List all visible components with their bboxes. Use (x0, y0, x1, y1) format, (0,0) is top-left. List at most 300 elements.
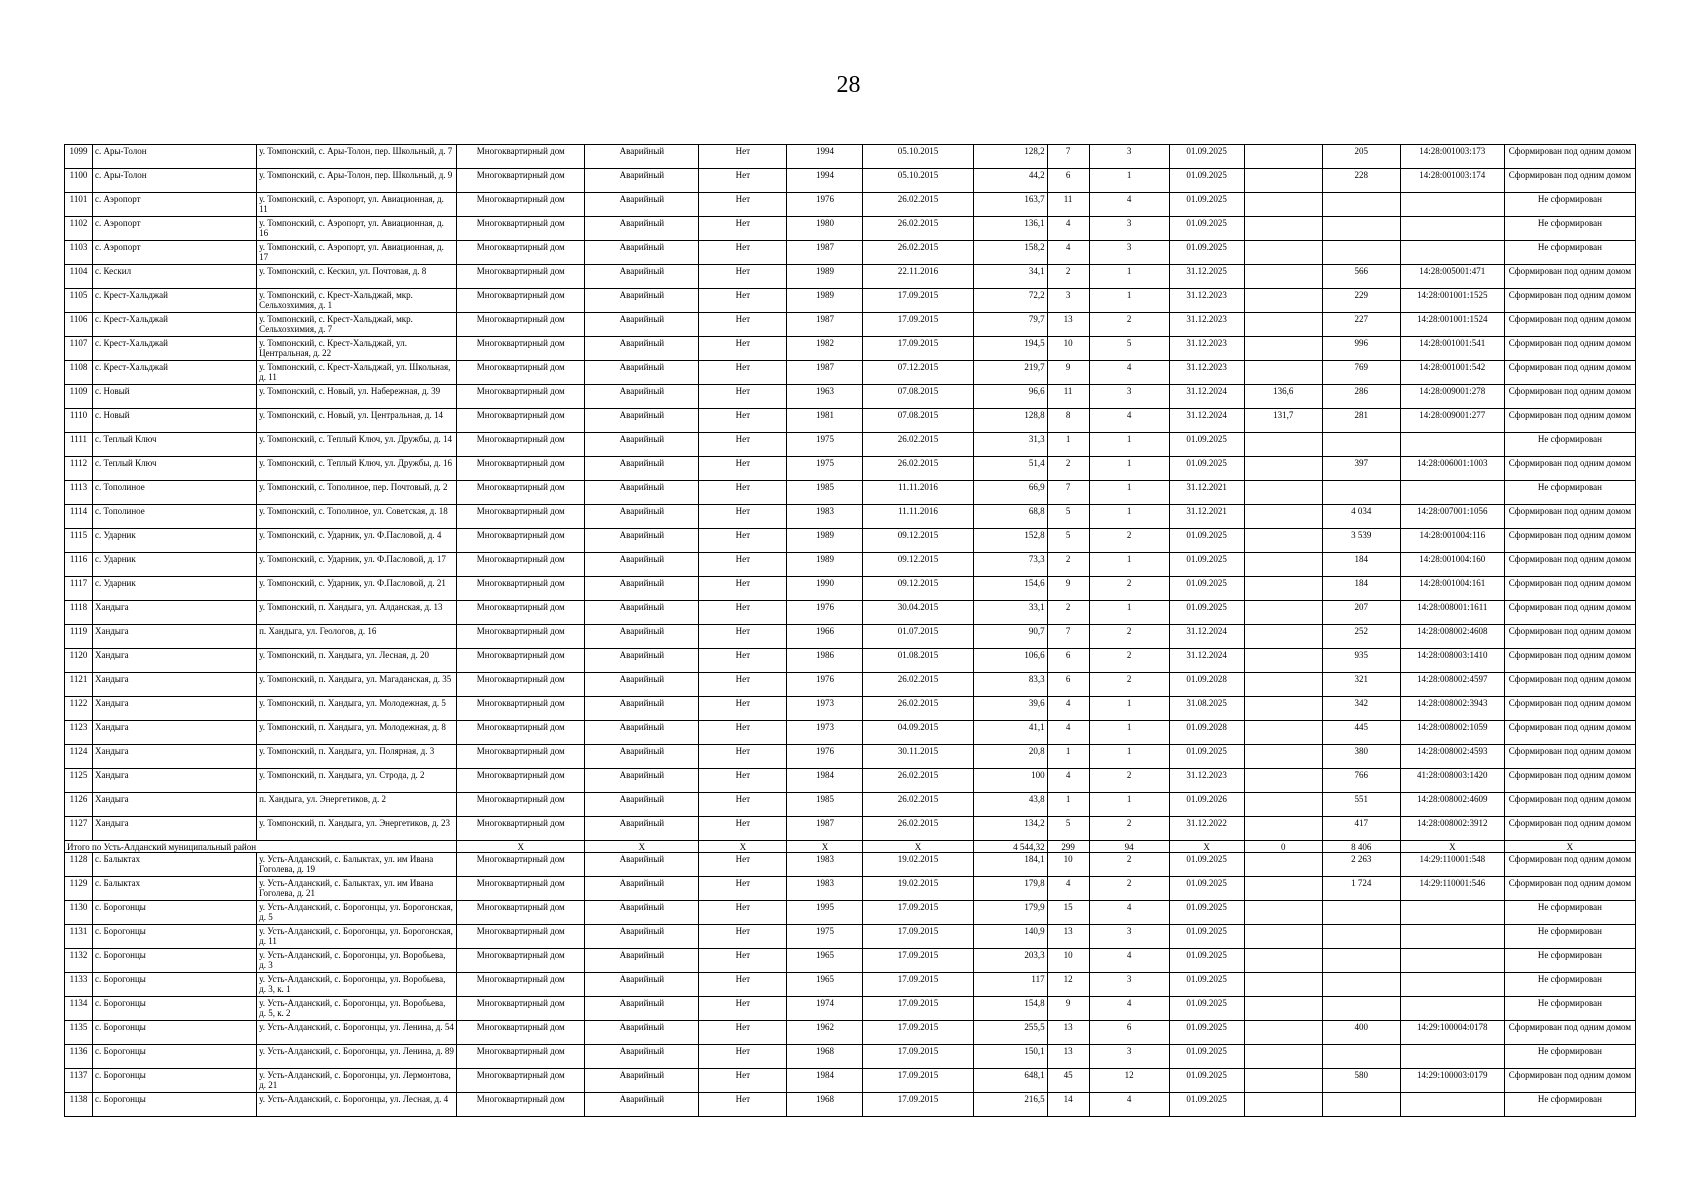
cell-recognition-date: 26.02.2015 (863, 673, 973, 697)
cell-building-status: Аварийный (585, 649, 699, 673)
cell-recognition-date: 17.09.2015 (863, 901, 973, 925)
cell-count-1: 13 (1047, 1045, 1089, 1069)
cell-settlement: с. Борогонцы (93, 1093, 257, 1117)
cell-settlement: с. Ударник (93, 577, 257, 601)
cell-extra-2: 286 (1322, 385, 1400, 409)
cell-due-date: 31.12.2024 (1169, 625, 1244, 649)
cell-flag: Нет (699, 745, 787, 769)
cell-recognition-date: 04.09.2015 (863, 721, 973, 745)
cell-building-type: Многоквартирный дом (457, 817, 585, 841)
cell-extra-2 (1322, 433, 1400, 457)
cell-flag: Нет (699, 601, 787, 625)
cell-cadastral-number (1400, 193, 1504, 217)
cell-building-type: Многоквартирный дом (457, 877, 585, 901)
cell-area: 184,1 (973, 853, 1047, 877)
cell-address: у. Томпонский, с. Крест-Хальджай, ул. Центральная, д. 22 (257, 337, 457, 361)
cell-count-1: 7 (1047, 625, 1089, 649)
cell-count-1: 4 (1047, 217, 1089, 241)
cell-count-1: 9 (1047, 361, 1089, 385)
cell-flag: Нет (699, 385, 787, 409)
cell-cadastral-number (1400, 433, 1504, 457)
cell-extra-1 (1244, 817, 1322, 841)
cell-land-status: Не сформирован (1504, 481, 1635, 505)
cell-building-type: Многоквартирный дом (457, 337, 585, 361)
cell-count-2: 1 (1089, 481, 1169, 505)
cell-cadastral-number: 41:28:008003:1420 (1400, 769, 1504, 793)
cell-count-2: 5 (1089, 337, 1169, 361)
cell-extra-2: 1 724 (1322, 877, 1400, 901)
cell-count-1: 11 (1047, 385, 1089, 409)
cell-recognition-date: 05.10.2015 (863, 145, 973, 169)
cell-area: 73,3 (973, 553, 1047, 577)
cell-building-type: Многоквартирный дом (457, 145, 585, 169)
cell-area: 128,8 (973, 409, 1047, 433)
cell-address: у. Томпонский, с. Крест-Хальджай, мкр. Сельхозхимия, д. 7 (257, 313, 457, 337)
cell-building-status: Аварийный (585, 241, 699, 265)
cell-build-year: 1987 (787, 817, 863, 841)
cell-row-number: 1105 (65, 289, 93, 313)
cell-recognition-date: 30.04.2015 (863, 601, 973, 625)
cell-address: у. Томпонский, п. Хандыга, ул. Алданская, д. 13 (257, 601, 457, 625)
cell-settlement: Хандыга (93, 697, 257, 721)
cell-extra-1 (1244, 1045, 1322, 1069)
cell-land-status: Сформирован под одним домом (1504, 817, 1635, 841)
cell-count-2: 1 (1089, 505, 1169, 529)
cell-building-status: Аварийный (585, 1069, 699, 1093)
cell-area: 117 (973, 973, 1047, 997)
cell-extra-2: 229 (1322, 289, 1400, 313)
table-row (65, 529, 1636, 553)
cell-extra-2 (1322, 193, 1400, 217)
table-row (65, 949, 1636, 973)
cell-area: 648,1 (973, 1069, 1047, 1093)
cell-extra-1 (1244, 169, 1322, 193)
cell-extra-1 (1244, 901, 1322, 925)
cell-count-2: 2 (1089, 853, 1169, 877)
cell-due-date: 31.12.2021 (1169, 481, 1244, 505)
cell-due-date: 31.12.2023 (1169, 313, 1244, 337)
cell-building-type: Многоквартирный дом (457, 697, 585, 721)
cell-count-1: 1 (1047, 433, 1089, 457)
cell-recognition-date: 09.12.2015 (863, 553, 973, 577)
cell-building-status: Аварийный (585, 1045, 699, 1069)
cell-building-type: Многоквартирный дом (457, 1093, 585, 1117)
cell-count-1: 3 (1047, 289, 1089, 313)
cell-settlement: с. Ударник (93, 553, 257, 577)
cell-row-number: 1111 (65, 433, 93, 457)
cell-build-year: 1989 (787, 553, 863, 577)
cell-building-status: Аварийный (585, 817, 699, 841)
cell-settlement: с. Тополиное (93, 505, 257, 529)
table-row (65, 973, 1636, 997)
cell-extra-2: 580 (1322, 1069, 1400, 1093)
cell-row-number: 1128 (65, 853, 93, 877)
cell-count-1: 2 (1047, 601, 1089, 625)
table-row (65, 241, 1636, 265)
cell-building-status: Аварийный (585, 457, 699, 481)
cell-count-2: 2 (1089, 769, 1169, 793)
cell-due-date: 31.12.2024 (1169, 409, 1244, 433)
cell-extra-2: 766 (1322, 769, 1400, 793)
table-row (65, 145, 1636, 169)
cell-land-status: Сформирован под одним домом (1504, 505, 1635, 529)
cell-build-year: 1966 (787, 625, 863, 649)
cell-build-year: 1984 (787, 1069, 863, 1093)
cell-cadastral-number (1400, 1045, 1504, 1069)
cell-cadastral-number (1400, 217, 1504, 241)
cell-building-status: Аварийный (585, 949, 699, 973)
cell-building-type: Многоквартирный дом (457, 385, 585, 409)
cell-land-status: Сформирован под одним домом (1504, 649, 1635, 673)
cell-settlement: Хандыга (93, 769, 257, 793)
cell-extra-1: 131,7 (1244, 409, 1322, 433)
cell-area: 219,7 (973, 361, 1047, 385)
cell-cadastral-number: 14:28:001001:1525 (1400, 289, 1504, 313)
cell-recognition-date: 07.12.2015 (863, 361, 973, 385)
cell-settlement: с. Аэропорт (93, 193, 257, 217)
cell-count-2: 6 (1089, 1021, 1169, 1045)
cell-building-status: Аварийный (585, 169, 699, 193)
cell-recognition-date: 17.09.2015 (863, 1093, 973, 1117)
cell-count-1: 1 (1047, 793, 1089, 817)
cell-settlement: Хандыга (93, 673, 257, 697)
cell-extra-1 (1244, 217, 1322, 241)
cell-build-year: 1975 (787, 457, 863, 481)
cell-recognition-date: 17.09.2015 (863, 925, 973, 949)
cell-settlement: с. Борогонцы (93, 1021, 257, 1045)
cell-cadastral-number: 14:28:005001:471 (1400, 265, 1504, 289)
cell-count-1: 10 (1047, 337, 1089, 361)
cell-building-status: Аварийный (585, 697, 699, 721)
cell-area: 33,1 (973, 601, 1047, 625)
cell-count-1: 5 (1047, 505, 1089, 529)
cell-recognition-date: 17.09.2015 (863, 1045, 973, 1069)
cell-settlement: с. Ударник (93, 529, 257, 553)
cell-count-1: 15 (1047, 901, 1089, 925)
cell-row-number: 1129 (65, 877, 93, 901)
cell-count-2: 3 (1089, 973, 1169, 997)
cell-due-date: 01.09.2025 (1169, 217, 1244, 241)
cell-flag: Нет (699, 997, 787, 1021)
cell-build-year: 1994 (787, 169, 863, 193)
cell-flag: Нет (699, 1021, 787, 1045)
cell-due-date: 31.12.2021 (1169, 505, 1244, 529)
cell-building-type: Многоквартирный дом (457, 265, 585, 289)
table-row (65, 457, 1636, 481)
cell-extra-1 (1244, 625, 1322, 649)
cell-count-2: 4 (1089, 361, 1169, 385)
cell-row-number: 1120 (65, 649, 93, 673)
total-cadastral: X (1400, 841, 1504, 853)
cell-recognition-date: 17.09.2015 (863, 313, 973, 337)
cell-land-status: Сформирован под одним домом (1504, 361, 1635, 385)
cell-row-number: 1136 (65, 1045, 93, 1069)
cell-extra-2 (1322, 901, 1400, 925)
cell-land-status: Не сформирован (1504, 949, 1635, 973)
cell-flag: Нет (699, 433, 787, 457)
housing-registry-table (64, 144, 1636, 1117)
cell-flag: Нет (699, 265, 787, 289)
cell-build-year: 1976 (787, 745, 863, 769)
cell-build-year: 1980 (787, 217, 863, 241)
cell-count-2: 1 (1089, 553, 1169, 577)
cell-build-year: 1976 (787, 193, 863, 217)
cell-build-year: 1975 (787, 925, 863, 949)
cell-settlement: с. Ары-Толон (93, 145, 257, 169)
cell-due-date: 01.09.2025 (1169, 901, 1244, 925)
cell-row-number: 1124 (65, 745, 93, 769)
cell-row-number: 1133 (65, 973, 93, 997)
cell-build-year: 1995 (787, 901, 863, 925)
cell-extra-1 (1244, 949, 1322, 973)
total-due: X (1169, 841, 1244, 853)
table-row (65, 193, 1636, 217)
cell-address: у. Томпонский, п. Хандыга, ул. Молодежная, д. 5 (257, 697, 457, 721)
cell-address: у. Усть-Алданский, с. Борогонцы, ул. Ленина, д. 54 (257, 1021, 457, 1045)
cell-area: 72,2 (973, 289, 1047, 313)
table-row (65, 409, 1636, 433)
cell-land-status: Сформирован под одним домом (1504, 697, 1635, 721)
cell-count-1: 4 (1047, 241, 1089, 265)
cell-building-status: Аварийный (585, 877, 699, 901)
cell-cadastral-number: 14:29:110001:548 (1400, 853, 1504, 877)
cell-build-year: 1984 (787, 769, 863, 793)
cell-address: у. Томпонский, п. Хандыга, ул. Энергетиков, д. 23 (257, 817, 457, 841)
cell-flag: Нет (699, 721, 787, 745)
cell-flag: Нет (699, 577, 787, 601)
cell-area: 79,7 (973, 313, 1047, 337)
cell-building-status: Аварийный (585, 601, 699, 625)
cell-building-status: Аварийный (585, 529, 699, 553)
cell-building-type: Многоквартирный дом (457, 457, 585, 481)
cell-count-2: 4 (1089, 997, 1169, 1021)
cell-land-status: Сформирован под одним домом (1504, 457, 1635, 481)
cell-extra-1 (1244, 997, 1322, 1021)
cell-area: 51,4 (973, 457, 1047, 481)
cell-recognition-date: 17.09.2015 (863, 949, 973, 973)
cell-building-status: Аварийный (585, 481, 699, 505)
cell-building-type: Многоквартирный дом (457, 409, 585, 433)
cell-flag: Нет (699, 697, 787, 721)
cell-extra-2: 281 (1322, 409, 1400, 433)
cell-cadastral-number: 14:28:007001:1056 (1400, 505, 1504, 529)
cell-building-status: Аварийный (585, 901, 699, 925)
cell-land-status: Не сформирован (1504, 997, 1635, 1021)
cell-row-number: 1134 (65, 997, 93, 1021)
cell-extra-1 (1244, 649, 1322, 673)
cell-extra-1 (1244, 505, 1322, 529)
cell-building-status: Аварийный (585, 577, 699, 601)
cell-build-year: 1965 (787, 949, 863, 973)
cell-flag: Нет (699, 241, 787, 265)
cell-due-date: 01.09.2026 (1169, 793, 1244, 817)
cell-due-date: 01.09.2025 (1169, 457, 1244, 481)
cell-flag: Нет (699, 769, 787, 793)
cell-flag: Нет (699, 793, 787, 817)
cell-building-status: Аварийный (585, 1021, 699, 1045)
cell-build-year: 1982 (787, 337, 863, 361)
cell-count-2: 2 (1089, 673, 1169, 697)
cell-building-type: Многоквартирный дом (457, 193, 585, 217)
cell-extra-1 (1244, 337, 1322, 361)
cell-address: у. Томпонский, с. Ары-Толон, пер. Школьный, д. 7 (257, 145, 457, 169)
cell-building-type: Многоквартирный дом (457, 553, 585, 577)
cell-extra-1 (1244, 1093, 1322, 1117)
cell-row-number: 1131 (65, 925, 93, 949)
cell-flag: Нет (699, 145, 787, 169)
cell-extra-2: 397 (1322, 457, 1400, 481)
table-row (65, 313, 1636, 337)
cell-row-number: 1116 (65, 553, 93, 577)
cell-build-year: 1974 (787, 997, 863, 1021)
cell-building-status: Аварийный (585, 433, 699, 457)
cell-due-date: 01.09.2028 (1169, 673, 1244, 697)
cell-recognition-date: 11.11.2016 (863, 481, 973, 505)
cell-extra-1 (1244, 313, 1322, 337)
cell-recognition-date: 17.09.2015 (863, 337, 973, 361)
cell-settlement: с. Балыктах (93, 853, 257, 877)
cell-flag: Нет (699, 817, 787, 841)
cell-address: у. Усть-Алданский, с. Борогонцы, ул. Ленина, д. 89 (257, 1045, 457, 1069)
cell-extra-2: 4 034 (1322, 505, 1400, 529)
cell-building-type: Многоквартирный дом (457, 1021, 585, 1045)
table-row (65, 433, 1636, 457)
cell-cadastral-number: 14:28:001001:541 (1400, 337, 1504, 361)
cell-extra-2: 996 (1322, 337, 1400, 361)
total-count-2: 94 (1089, 841, 1169, 853)
cell-flag: Нет (699, 217, 787, 241)
cell-extra-1 (1244, 673, 1322, 697)
cell-count-2: 2 (1089, 625, 1169, 649)
cell-building-type: Многоквартирный дом (457, 505, 585, 529)
table-row (65, 745, 1636, 769)
cell-settlement: с. Крест-Хальджай (93, 361, 257, 385)
cell-building-status: Аварийный (585, 313, 699, 337)
cell-address: у. Томпонский, с. Новый, ул. Центральная, д. 14 (257, 409, 457, 433)
cell-due-date: 01.09.2025 (1169, 529, 1244, 553)
cell-extra-2 (1322, 1045, 1400, 1069)
total-extra-1: 0 (1244, 841, 1322, 853)
cell-extra-2 (1322, 925, 1400, 949)
cell-count-1: 9 (1047, 577, 1089, 601)
cell-count-1: 14 (1047, 1093, 1089, 1117)
cell-due-date: 01.09.2025 (1169, 853, 1244, 877)
table-row (65, 1045, 1636, 1069)
cell-row-number: 1117 (65, 577, 93, 601)
cell-area: 20,8 (973, 745, 1047, 769)
cell-land-status: Не сформирован (1504, 193, 1635, 217)
cell-due-date: 01.09.2025 (1169, 925, 1244, 949)
cell-count-1: 5 (1047, 529, 1089, 553)
cell-count-1: 4 (1047, 697, 1089, 721)
cell-due-date: 31.12.2023 (1169, 337, 1244, 361)
cell-extra-1 (1244, 853, 1322, 877)
cell-extra-1 (1244, 553, 1322, 577)
cell-address: п. Хандыга, ул. Геологов, д. 16 (257, 625, 457, 649)
table-row (65, 769, 1636, 793)
cell-recognition-date: 26.02.2015 (863, 697, 973, 721)
table-row (65, 877, 1636, 901)
cell-extra-1 (1244, 745, 1322, 769)
cell-building-status: Аварийный (585, 721, 699, 745)
cell-build-year: 1985 (787, 793, 863, 817)
cell-build-year: 1986 (787, 649, 863, 673)
cell-build-year: 1968 (787, 1045, 863, 1069)
cell-building-status: Аварийный (585, 973, 699, 997)
cell-count-1: 5 (1047, 817, 1089, 841)
cell-cadastral-number: 14:28:008002:4608 (1400, 625, 1504, 649)
cell-extra-2: 184 (1322, 553, 1400, 577)
cell-land-status: Не сформирован (1504, 973, 1635, 997)
cell-build-year: 1983 (787, 877, 863, 901)
cell-extra-2: 227 (1322, 313, 1400, 337)
cell-settlement: Хандыга (93, 721, 257, 745)
cell-count-1: 13 (1047, 925, 1089, 949)
cell-row-number: 1112 (65, 457, 93, 481)
cell-area: 216,5 (973, 1093, 1047, 1117)
total-flag: X (699, 841, 787, 853)
cell-settlement: с. Борогонцы (93, 997, 257, 1021)
cell-extra-1 (1244, 361, 1322, 385)
table-row (65, 673, 1636, 697)
cell-settlement: Хандыга (93, 601, 257, 625)
cell-row-number: 1121 (65, 673, 93, 697)
cell-area: 34,1 (973, 265, 1047, 289)
cell-land-status: Сформирован под одним домом (1504, 169, 1635, 193)
cell-flag: Нет (699, 1093, 787, 1117)
cell-flag: Нет (699, 313, 787, 337)
cell-due-date: 01.09.2025 (1169, 1069, 1244, 1093)
cell-building-type: Многоквартирный дом (457, 649, 585, 673)
cell-due-date: 31.12.2025 (1169, 265, 1244, 289)
cell-recognition-date: 22.11.2016 (863, 265, 973, 289)
cell-settlement: с. Борогонцы (93, 925, 257, 949)
cell-land-status: Сформирован под одним домом (1504, 673, 1635, 697)
cell-count-2: 3 (1089, 217, 1169, 241)
cell-area: 39,6 (973, 697, 1047, 721)
cell-extra-2 (1322, 1093, 1400, 1117)
cell-count-2: 2 (1089, 313, 1169, 337)
cell-flag: Нет (699, 673, 787, 697)
cell-count-2: 1 (1089, 721, 1169, 745)
cell-cadastral-number: 14:28:008001:1611 (1400, 601, 1504, 625)
cell-address: у. Томпонский, с. Крест-Хальджай, мкр. Сельхозхимия, д. 1 (257, 289, 457, 313)
cell-extra-2: 321 (1322, 673, 1400, 697)
cell-building-type: Многоквартирный дом (457, 1069, 585, 1093)
cell-count-2: 3 (1089, 385, 1169, 409)
cell-cadastral-number: 14:29:100004:0178 (1400, 1021, 1504, 1045)
cell-build-year: 1963 (787, 385, 863, 409)
cell-extra-1 (1244, 457, 1322, 481)
cell-extra-2: 3 539 (1322, 529, 1400, 553)
cell-building-type: Многоквартирный дом (457, 361, 585, 385)
cell-recognition-date: 26.02.2015 (863, 817, 973, 841)
cell-building-type: Многоквартирный дом (457, 925, 585, 949)
cell-due-date: 31.12.2024 (1169, 649, 1244, 673)
cell-land-status: Сформирован под одним домом (1504, 529, 1635, 553)
total-count-1: 299 (1047, 841, 1089, 853)
cell-count-1: 10 (1047, 853, 1089, 877)
cell-area: 100 (973, 769, 1047, 793)
cell-extra-2: 228 (1322, 169, 1400, 193)
total-status: X (585, 841, 699, 853)
cell-build-year: 1989 (787, 529, 863, 553)
cell-due-date: 01.09.2025 (1169, 745, 1244, 769)
cell-recognition-date: 07.08.2015 (863, 409, 973, 433)
table-row (65, 217, 1636, 241)
cell-due-date: 31.08.2025 (1169, 697, 1244, 721)
table-row (65, 361, 1636, 385)
